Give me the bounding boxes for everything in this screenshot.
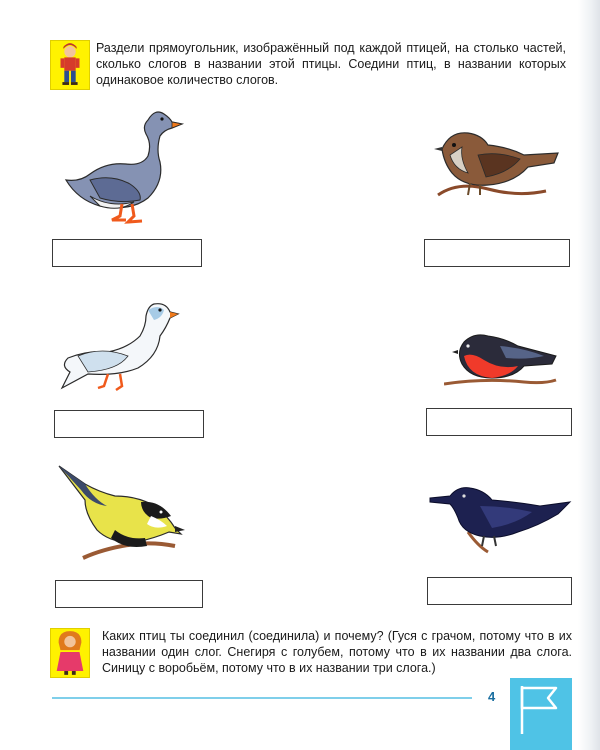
syllable-box-rook[interactable] (427, 577, 572, 605)
flag-icon (510, 678, 572, 750)
task-1-instruction: Раздели прямоугольник, изображённый под каждой птицей, на столько частей, сколько слогов в названии этой птицы. Соедини птиц, в названии которых одинаковое количество слогов. (96, 41, 566, 87)
page-number: 4 (488, 689, 496, 704)
goose-icon (60, 100, 185, 230)
footer-rule (52, 697, 472, 699)
syllable-box-goose[interactable] (52, 239, 202, 267)
tit-icon (55, 460, 185, 560)
syllable-box-tit[interactable] (55, 580, 203, 608)
rook-icon (428, 480, 573, 555)
syllable-box-sparrow[interactable] (424, 239, 570, 267)
dove-icon (58, 296, 183, 396)
page-edge-shadow (578, 0, 600, 750)
boy-character-icon (50, 40, 90, 90)
syllable-box-dove[interactable] (54, 410, 204, 438)
sparrow-icon (428, 125, 563, 213)
girl-character-icon (50, 628, 90, 678)
syllable-box-bullfinch[interactable] (426, 408, 572, 436)
task-2-question: Каких птиц ты соединил (соединила) и почему? (Гуся с грачом, потому что в их названии один слог. Снегиря с голубем, потому что в их названии два слога. Синицу с воробьём, потому что в их названии три слога.) (102, 629, 572, 675)
bullfinch-icon (444, 330, 559, 395)
